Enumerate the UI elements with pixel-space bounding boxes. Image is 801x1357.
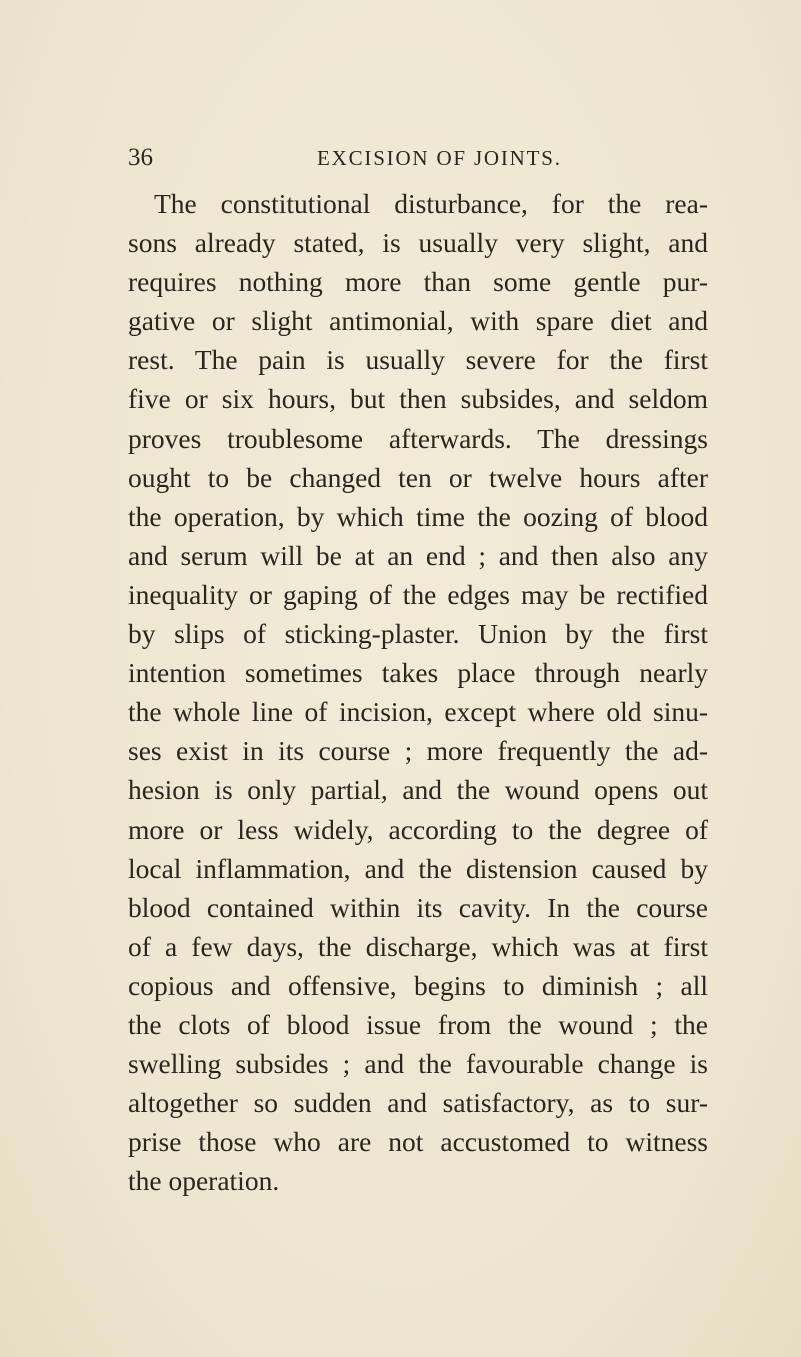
- text-line: by slips of sticking-plaster. Union by the first: [128, 618, 708, 650]
- running-title: EXCISION OF JOINTS.: [317, 146, 562, 170]
- text-line: and serum will be at an end ; and then also any: [128, 539, 708, 571]
- text-line: the operation.: [128, 1165, 280, 1197]
- text-line: prise those who are not accustomed to witness: [128, 1126, 708, 1158]
- text-line: blood contained within its cavity. In the course: [128, 891, 708, 923]
- text-line: the clots of blood issue from the wound ; the: [128, 1008, 708, 1040]
- text-line: The constitutional disturbance, for the rea-: [154, 188, 708, 219]
- text-line: of a few days, the discharge, which was at first: [128, 930, 708, 962]
- text-line: the whole line of incision, except where old sinu-: [128, 696, 708, 728]
- text-line: five or six hours, but then subsides, and seldom: [128, 383, 708, 415]
- text-line: swelling subsides ; and the favourable change is: [128, 1048, 708, 1080]
- page-number: 36: [128, 144, 153, 171]
- text-line: more or less widely, according to the degree of: [128, 813, 708, 845]
- text-line: the operation, by which time the oozing of blood: [128, 500, 708, 532]
- text-line: intention sometimes takes place through nearly: [128, 657, 708, 689]
- text-line: sons already stated, is usually very slight, and: [128, 227, 708, 259]
- text-line: proves troublesome afterwards. The dressings: [128, 422, 708, 454]
- text-line: hesion is only partial, and the wound opens out: [128, 774, 708, 806]
- text-line: ought to be changed ten or twelve hours after: [128, 461, 708, 493]
- text-line: requires nothing more than some gentle pur-: [128, 266, 708, 298]
- running-head: [128, 140, 688, 176]
- text-line: altogether so sudden and satisfactory, as to sur-: [128, 1087, 708, 1119]
- text-line: copious and offensive, begins to diminish ; all: [128, 969, 708, 1001]
- text-line: inequality or gaping of the edges may be rectified: [128, 578, 708, 610]
- text-line: gative or slight antimonial, with spare diet and: [128, 305, 708, 337]
- text-line: ses exist in its course ; more frequently the ad-: [128, 735, 708, 767]
- text-line: rest. The pain is usually severe for the first: [128, 344, 708, 376]
- body-paragraph: [128, 184, 708, 1200]
- text-line: local inflammation, and the distension caused by: [128, 852, 708, 884]
